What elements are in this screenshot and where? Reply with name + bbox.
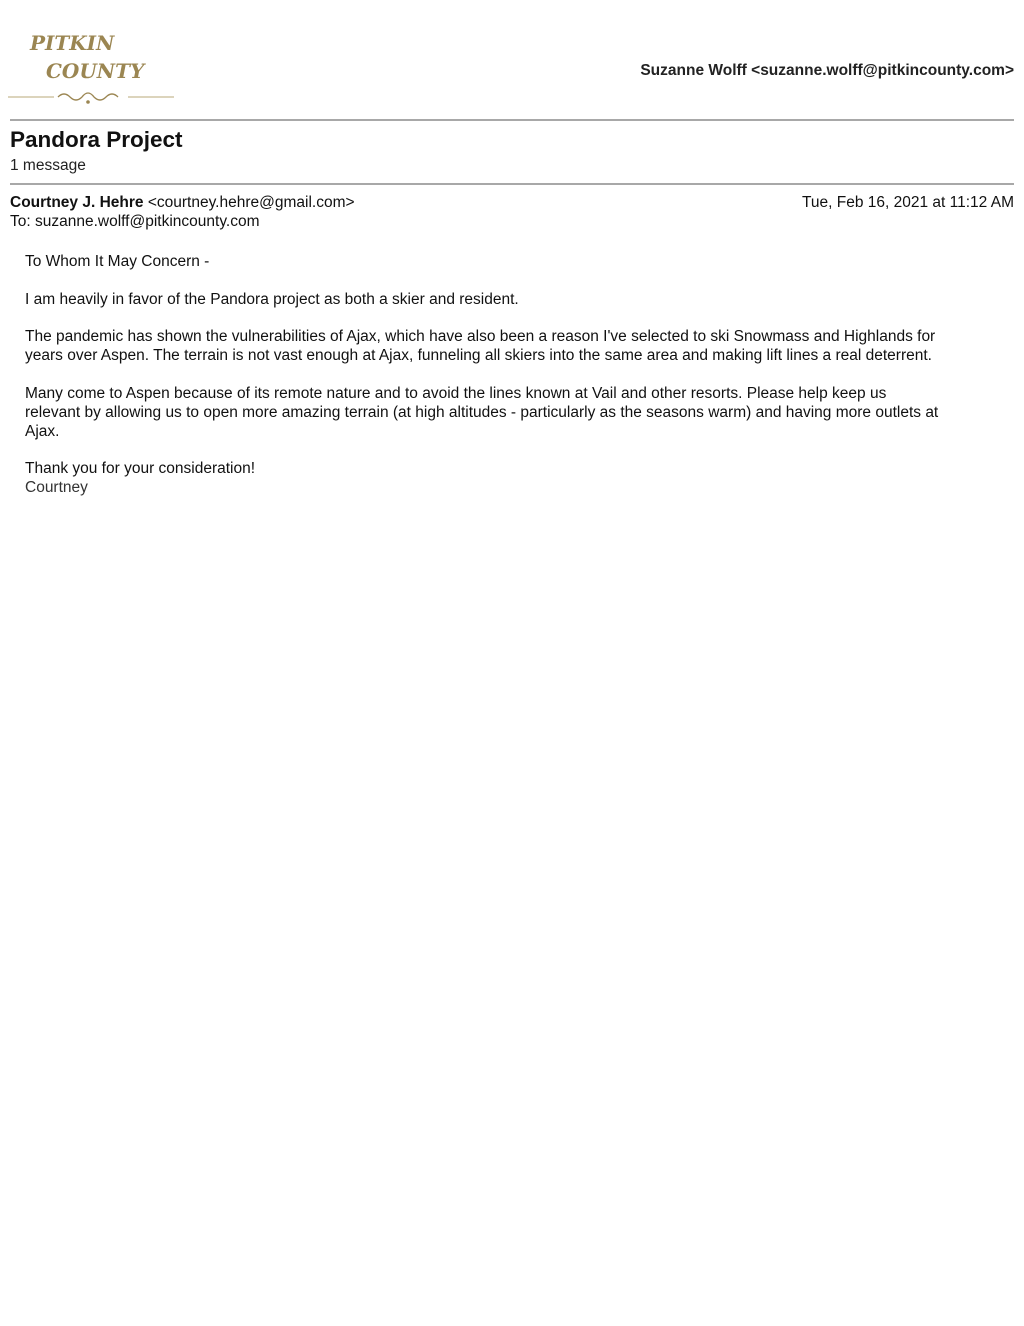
- logo-text-pitkin: PITKIN: [30, 31, 115, 55]
- body-paragraph-2-line-2: years over Aspen. The terrain is not vast enough at Ajax, funneling all skiers into the same area and making lift lines a real deterrent.: [25, 347, 932, 364]
- sender-name: Courtney J. Hehre: [10, 194, 144, 211]
- thread-subject: Pandora Project: [10, 127, 183, 152]
- body-paragraph-3-line-2: relevant by allowing us to open more amazing terrain (at high altitudes - particularly as the seasons warm) and having more outlets at: [25, 403, 939, 421]
- body-paragraph-2-line-1: The pandemic has shown the vulnerabilities of Ajax, which have also been a reason I've selected to ski Snowmass and Highlands for: [25, 328, 936, 345]
- header-divider: [10, 119, 1014, 121]
- logo-text-county: COUNTY: [46, 59, 145, 83]
- body-paragraph-2: [25, 327, 1000, 365]
- body-paragraph-1: I am heavily in favor of the Pandora project as both a skier and resident.: [25, 290, 519, 308]
- body-paragraph-3-line-3: Ajax.: [25, 422, 60, 440]
- page-header: [0, 0, 1024, 120]
- body-paragraph-3-line-1: Many come to Aspen because of its remote nature and to avoid the lines known at Vail and other resorts. Please help keep us: [25, 384, 887, 402]
- body-closing: [25, 459, 1000, 497]
- account-email: Suzanne Wolff <suzanne.wolff@pitkincounty.com>: [640, 62, 1014, 79]
- message-sender: [10, 194, 355, 212]
- sender-email: <courtney.hehre@gmail.com>: [147, 194, 355, 211]
- closing-text: Thank you for your consideration!: [25, 460, 256, 477]
- message-count: 1 message: [10, 157, 86, 174]
- message-date: Tue, Feb 16, 2021 at 11:12 AM: [802, 194, 1014, 211]
- message-body: [25, 252, 1000, 516]
- pitkin-county-logo-icon: [6, 28, 178, 108]
- subject-divider: [10, 183, 1014, 185]
- body-greeting: To Whom It May Concern -: [25, 253, 210, 270]
- message-recipient: To: suzanne.wolff@pitkincounty.com: [10, 213, 260, 230]
- signature: Courtney: [25, 479, 88, 496]
- body-paragraph-3: [25, 384, 1000, 441]
